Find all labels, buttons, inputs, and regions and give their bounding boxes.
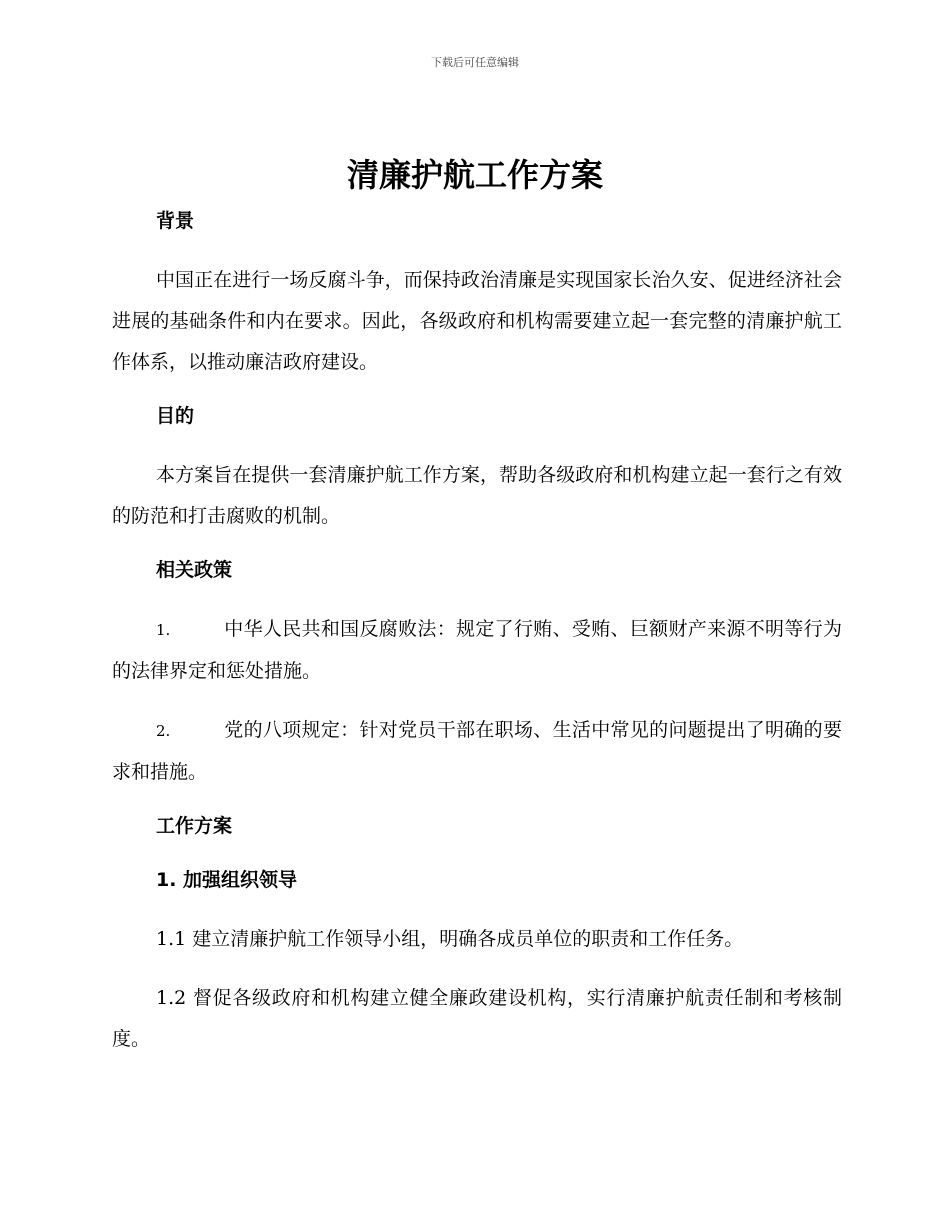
plan-item-1-2: 1.2 督促各级政府和机构建立健全廉政建设机构，实行清廉护航责任制和考核制度。 (112, 987, 842, 1050)
section-heading-background: 背景 (156, 210, 195, 232)
plan-item-1-1: 1.1 建立清廉护航工作领导小组，明确各成员单位的职责和工作任务。 (156, 928, 744, 950)
policy-item-number: 2. (156, 722, 171, 740)
section-heading-purpose: 目的 (156, 405, 195, 427)
policy-item-text: 党的八项规定：针对党员干部在职场、生活中常见的问题提出了明确的要求和措施。 (112, 719, 842, 783)
plan-subheading: 1. 加强组织领导 (156, 869, 298, 891)
policy-item-1 (112, 609, 842, 692)
policy-item-2 (112, 710, 842, 793)
paragraph-background: 中国正在进行一场反腐斗争，而保持政治清廉是实现国家长治久安、促进经济社会进展的基础条件和内在要求。因此，各级政府和机构需要建立起一套完整的清廉护航工作体系，以推动廉洁政府建设。 (112, 269, 842, 373)
section-heading-policies: 相关政策 (156, 559, 233, 581)
section-heading-plan: 工作方案 (156, 815, 233, 837)
document-body (112, 206, 842, 1078)
policy-item-number: 1. (156, 621, 171, 639)
header-note: 下载后可任意编辑 (431, 56, 519, 69)
paragraph-purpose: 本方案旨在提供一套清廉护航工作方案，帮助各级政府和机构建立起一套行之有效的防范和打击腐败的机制。 (112, 464, 842, 527)
policy-item-text: 中华人民共和国反腐败法：规定了行贿、受贿、巨额财产来源不明等行为的法律界定和惩处措施。 (112, 618, 842, 682)
document-title: 清廉护航工作方案 (346, 156, 603, 194)
